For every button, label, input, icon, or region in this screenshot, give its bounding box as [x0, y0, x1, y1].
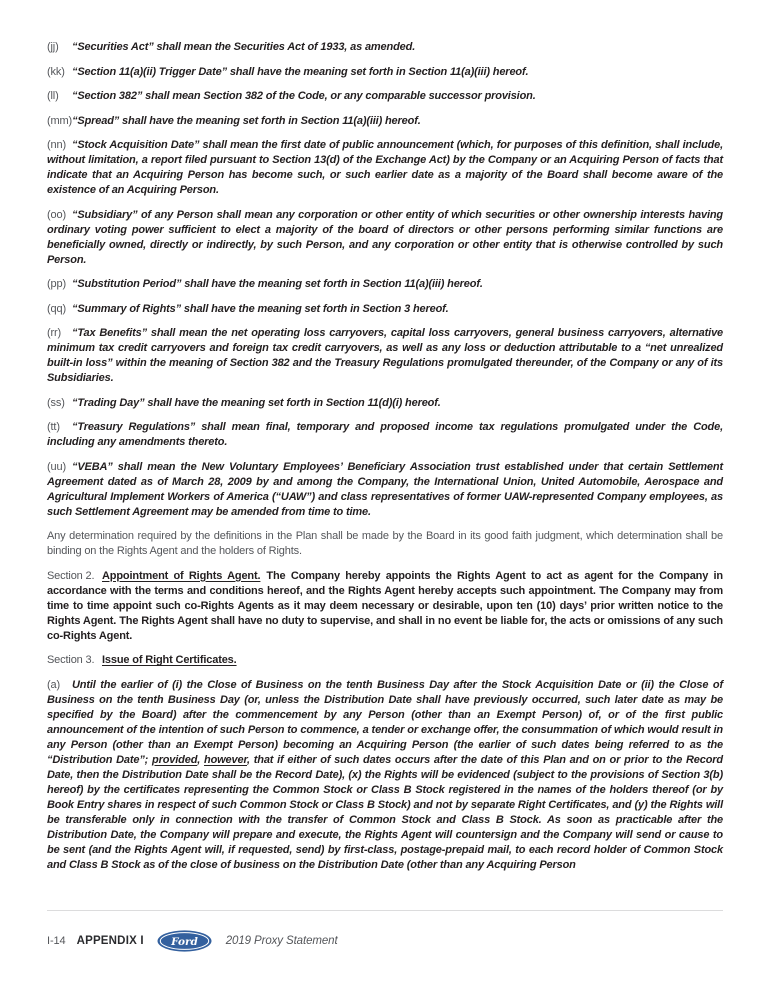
page-footer [47, 930, 723, 952]
definition-ss [47, 396, 723, 411]
paragraph-text: “Tax Benefits” shall mean the net operating loss carryovers, capital loss carryovers, general business carryovers, alternative minimum tax credit carryovers and foreign tax credit carryovers, as well as any loss or deduction attributable to a “net unrealized built-in loss” within the meaning of Section 382 and the Treasury Regulations promulgated thereunder, of the Company or any of its Subsidiaries. [47, 327, 723, 384]
footer-divider [47, 910, 723, 911]
paragraph-label: (tt) [47, 421, 60, 433]
paragraph-label: (kk) [47, 65, 65, 78]
paragraph-text: Issue of Right Certificates. [102, 654, 237, 666]
paragraph-text: , that if either of such dates occurs after the date of this Plan and on or prior to the Record Date, then the Distribution Date shall be the Record Date), (x) the Rights will be evidenced (subject to the provisions of Section 3(b) hereof) by the certificates representing the Common Stock or Class B Stock registered in the names of the holders thereof (or by Book Entry shares in respect of such Common Stock or Class B Stock) and not by separate Right Certificates, and (y) the Rights will be transferable only in connection with the transfer of Common Stock and Class B Stock. As soon as practicable after the Distribution Date, the Company will prepare and execute, the Rights Agent will countersign and the Company will send or cause to be sent (and the Rights Agent will, if requested, send) by first-class, postage-prepaid mail, to each record holder of Common Stock and Class B Stock as of the close of business on the Distribution Date (other than any Acquiring Person [47, 753, 724, 871]
paragraph-text: however [204, 753, 247, 766]
paragraph-label: (ss) [47, 396, 65, 409]
ford-logo-text: Ford [170, 935, 198, 948]
section-3a-paragraph [47, 678, 723, 873]
paragraph-label: (pp) [47, 278, 66, 290]
paragraph-text: “Summary of Rights” shall have the meaning set forth in Section 3 hereof. [72, 302, 449, 315]
paragraph-text: “Spread” shall have the meaning set forth in Section 11(a)(iii) hereof. [72, 114, 421, 127]
paragraph-text: , [197, 753, 205, 766]
paragraph-text: Any determination required by the definitions in the Plan shall be made by the Board in its good faith judgment, which determination shall be binding on the Rights Agent and the holders of Rights. [47, 530, 723, 557]
paragraph-label: (a) [47, 678, 60, 691]
footer-appendix-label: APPENDIX I [76, 935, 144, 947]
ford-logo [157, 930, 212, 952]
document-body [47, 40, 723, 882]
footer-statement: 2019 Proxy Statement [225, 935, 338, 947]
ford-oval-icon [157, 930, 212, 952]
definition-uu [47, 460, 723, 520]
paragraph-text: Until the earlier of (i) the Close of Business on the tenth Business Day after the Stock Acquisition Date or (ii) the Close of Business on the tenth Business Day (or, unless the Distribution Date shall have previously occurred, such later date as may be specified by the Board) after the commencement by any Person (other than an Exempt Person) of, or of the first public announcement of the intention of such Person to commence, a tender or exchange offer, the consummation of which would result in any Person (other than an Exempt Person) becoming an Acquiring Person (the earlier of such dates being referred to as the “Distribution Date”; [47, 678, 723, 766]
paragraph-text: “Section 11(a)(ii) Trigger Date” shall have the meaning set forth in Section 11(a)(iii) hereof. [72, 65, 529, 78]
definition-ll [47, 89, 723, 104]
definition-oo [47, 208, 723, 268]
definition-tt [47, 420, 723, 450]
paragraph-text: The Company hereby appoints the Rights Agent to act as agent for the Company in accordance with the terms and conditions hereof, and the Rights Agent hereby accepts such appointment. The Company may from time to time appoint such co-Rights Agents as it may deem necessary or desirable, upon ten (10) days’ prior written notice to the Rights Agent. The Rights Agent shall have no duty to supervise, and shall in no event be liable for, the acts or omissions of any such co-Rights Agent. [47, 569, 723, 642]
definition-nn [47, 138, 723, 198]
definition-jj [47, 40, 723, 55]
paragraph-text: “Subsidiary” of any Person shall mean any corporation or other entity of which securities or other ownership interests having ordinary voting power sufficient to elect a majority of the board of directors or other persons performing similar functions are beneficially owned, directly or indirectly, by such Person, and any corporation or other entity that is otherwise controlled by such Person. [47, 208, 723, 266]
paragraph-label: Section 2. [47, 569, 95, 582]
definition-pp [47, 277, 723, 292]
paragraph-label: (mm) [47, 114, 73, 127]
paragraph-label: Section 3. [47, 654, 95, 666]
section-3-heading [47, 653, 723, 668]
paragraph-label: (rr) [47, 327, 62, 339]
paragraph-label: (uu) [47, 460, 66, 473]
definition-rr [47, 326, 723, 386]
footer-page-number: I-14 [47, 935, 66, 947]
paragraph-text: “Securities Act” shall mean the Securities Act of 1933, as amended. [72, 41, 416, 53]
definition-mm [47, 114, 723, 129]
paragraph-text: “Trading Day” shall have the meaning set forth in Section 11(d)(i) hereof. [72, 396, 441, 409]
paragraph-text: provided [152, 753, 198, 766]
paragraph-text: “Stock Acquisition Date” shall mean the first date of public announcement (which, for purposes of this definition, shall include, without limitation, a report filed pursuant to Section 13(d) of the Exchange Act) by the Company or an Acquiring Person of facts that indicate that an Acquiring Person has become such, or such earlier date as a majority of the Board shall become aware of the existence of an Acquiring Person. [47, 139, 723, 196]
paragraph-label: (nn) [47, 139, 66, 151]
paragraph-label: (qq) [47, 302, 66, 315]
paragraph-label: (jj) [47, 41, 59, 53]
paragraph-text: “Treasury Regulations” shall mean final, temporary and proposed income tax regulations promulgated under the Code, including any amendments thereto. [47, 421, 723, 448]
section-2-paragraph [47, 569, 723, 644]
paragraph-label: (ll) [47, 90, 59, 102]
definition-kk [47, 65, 723, 80]
paragraph-label: (oo) [47, 208, 66, 221]
paragraph-text: Appointment of Rights Agent. [102, 569, 261, 582]
paragraph-text: “Section 382” shall mean Section 382 of the Code, or any comparable successor provision. [72, 90, 536, 102]
definition-qq [47, 302, 723, 317]
determination-paragraph [47, 529, 723, 559]
paragraph-text: “Substitution Period” shall have the meaning set forth in Section 11(a)(iii) hereof. [72, 278, 483, 290]
paragraph-text: “VEBA” shall mean the New Voluntary Employees’ Beneficiary Association trust established under that certain Settlement Agreement dated as of March 28, 2009 by and among the Company, the International Union, United Automobile, Aerospace and Agricultural Implement Workers of America (“UAW”) and class representatives of former UAW-represented Company employees, as such Settlement Agreement may be amended from time to time. [47, 460, 723, 518]
